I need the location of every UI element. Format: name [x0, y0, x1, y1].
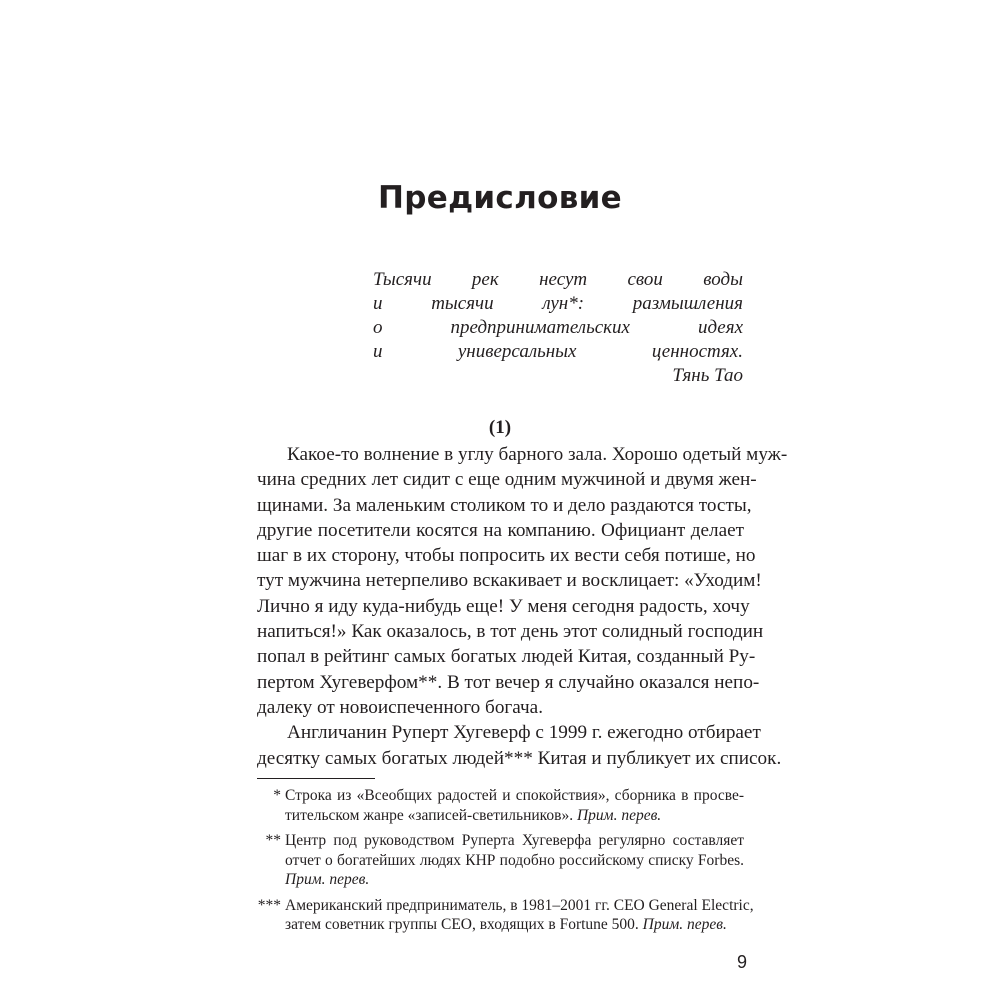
footnote-line-wrap: [285, 915, 744, 935]
epigraph: [373, 268, 743, 388]
epigraph-line: и универсальных ценностях.: [373, 341, 743, 362]
epigraph-line: о предпринимательских идеях: [373, 317, 743, 338]
body-line: щинами. За маленьким столиком то и дело раздаются тосты,: [257, 494, 752, 516]
footnote-mark: ***: [257, 896, 281, 914]
body-line: далеку от новоиспеченного богача.: [257, 696, 543, 718]
footnote-line: Строка из «Всеобщих радостей и спокойствия», сборника в просве-: [285, 787, 744, 804]
footnote-mark: **: [265, 832, 281, 849]
footnote-line: затем советник группы CEO, входящих в Fortune 500.: [285, 916, 639, 933]
footnote: [257, 786, 744, 825]
footnotes: [257, 786, 754, 941]
body-line: Лично я иду куда-нибудь еще! У меня сегодня радость, хочу: [257, 595, 750, 617]
section-number: (1): [488, 417, 512, 438]
footnote-line-wrap: [285, 806, 744, 826]
body-line: тут мужчина нетерпеливо вскакивает и восклицает: «Уходим!: [257, 570, 762, 592]
body-line: пертом Хугеверфом**. В тот вечер я случайно оказался непо-: [257, 671, 760, 693]
footnote-line-wrap: [285, 870, 744, 890]
footnote: [257, 896, 754, 935]
translator-note: Прим. перев.: [285, 871, 370, 888]
footnote-line: отчет о богатейших людях КНР подобно российскому списку Forbes.: [285, 851, 744, 869]
epigraph-line: Тысячи рек несут свои воды: [373, 269, 743, 290]
footnote: [257, 831, 744, 890]
body-line: чина средних лет сидит с еще одним мужчиной и двумя жен-: [257, 469, 757, 491]
footnote-line: тительском жанре «записей-светильников».: [285, 806, 574, 824]
translator-note: Прим. перев.: [576, 806, 662, 824]
footnote-line: Американский предприниматель, в 1981–2001 гг. CEO General Electric,: [285, 896, 754, 914]
body-line: Англичанин Руперт Хугеверф с 1999 г. ежегодно отбирает: [287, 722, 761, 744]
footnote-line: Центр под руководством Руперта Хугеверфа регулярно составляет: [285, 832, 744, 849]
body-line: Какое-то волнение в углу барного зала. Хорошо одетый муж-: [287, 444, 788, 465]
epigraph-line: и тысячи лун*: размышления: [373, 293, 743, 314]
body-text: [257, 442, 788, 771]
footnote-divider: [257, 778, 375, 779]
body-line: десятку самых богатых людей*** Китая и публикует их список.: [257, 747, 782, 769]
body-line: шаг в их сторону, чтобы попросить их вести себя потише, но: [257, 545, 756, 567]
translator-note: Прим. перев.: [642, 916, 727, 933]
body-line: напиться!» Как оказалось, в тот день этот солидный господин: [257, 621, 764, 643]
epigraph-author: Тянь Тао: [672, 365, 743, 386]
page-number: 9: [736, 952, 747, 972]
footnote-mark: *: [273, 787, 281, 804]
body-line: другие посетители косятся на компанию. Официант делает: [257, 519, 744, 541]
chapter-title: Предисловие: [378, 180, 622, 216]
body-line: попал в рейтинг самых богатых людей Китая, созданный Ру-: [257, 646, 756, 668]
